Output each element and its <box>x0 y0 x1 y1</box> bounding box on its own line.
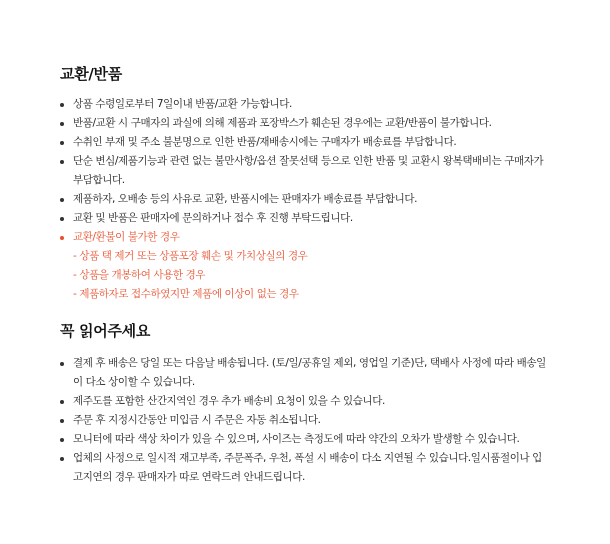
exchange-return-list <box>58 95 548 304</box>
bullet-dot-icon <box>60 438 64 442</box>
non-refundable-list <box>73 247 548 304</box>
bullet-dot-icon <box>60 236 64 240</box>
notice-title: 꼭 읽어주세요 <box>60 322 151 340</box>
non-refundable-item: - 상품을 개봉하여 사용한 경우 <box>73 269 206 281</box>
list-item <box>58 392 548 411</box>
bullet-dot-icon <box>60 198 64 202</box>
bullet-dot-icon <box>60 122 64 126</box>
bullet-dot-icon <box>60 419 64 423</box>
list-item <box>58 190 548 209</box>
list-item-text: 제주도를 포함한 산간지역인 경우 추가 배송비 요청이 있을 수 있습니다. <box>73 395 385 407</box>
non-refundable-item: - 상품 택 제거 또는 상품포장 훼손 및 가치상실의 경우 <box>73 250 308 262</box>
bullet-dot-icon <box>60 362 64 366</box>
list-item <box>58 152 548 190</box>
list-item <box>58 430 548 449</box>
list-item <box>58 354 548 392</box>
list-item <box>58 209 548 228</box>
bullet-dot-icon <box>60 400 64 404</box>
bullet-dot-icon <box>60 457 64 461</box>
list-item-text: 상품 수령일로부터 7일이내 반품/교환 가능합니다. <box>73 98 292 110</box>
non-refundable-item: - 제품하자로 접수하였지만 제품에 이상이 없는 경우 <box>73 288 299 300</box>
list-item-text: 단순 변심/제품기능과 관련 없는 불만사항/옵션 잘못선택 등으로 인한 반품 및 교환시 왕복택배비는 구매자가 부담합니다. <box>73 155 544 186</box>
list-item-text: 업체의 사정으로 일시적 재고부족, 주문폭주, 우천, 폭설 시 배송이 다소 지연될 수 있습니다.일시품절이나 입고지연의 경우 판매자가 따로 연락드려 안내드립니다. <box>73 452 542 483</box>
list-item <box>58 449 548 487</box>
notice-list <box>58 354 548 487</box>
non-refundable-label: 교환/환불이 불가한 경우 <box>73 231 180 243</box>
list-item <box>58 114 548 133</box>
bullet-dot-icon <box>60 217 64 221</box>
list-item-text: 모니터에 따라 색상 차이가 있을 수 있으며, 사이즈는 측정도에 따라 약간의 오차가 발생할 수 있습니다. <box>73 433 520 445</box>
list-item <box>58 411 548 430</box>
list-item-text: 결제 후 배송은 당일 또는 다음날 배송됩니다. (토/일/공휴일 제외, 영업일 기준)단, 택배사 사정에 따라 배송일이 다소 상이할 수 있습니다. <box>73 357 546 388</box>
list-item-text: 교환 및 반품은 판매자에 문의하거나 접수 후 진행 부탁드립니다. <box>73 212 353 224</box>
list-item-text: 주문 후 지정시간동안 미입금 시 주문은 자동 취소됩니다. <box>73 414 321 426</box>
list-item-text: 제품하자, 오배송 등의 사유로 교환, 반품시에는 판매자가 배송료를 부담합니다. <box>73 193 418 205</box>
list-item-text: 수취인 부재 및 주소 불분명으로 인한 반품/재배송시에는 구매자가 배송료를 부담합니다. <box>73 136 457 148</box>
bullet-dot-icon <box>60 103 64 107</box>
list-item <box>58 133 548 152</box>
bullet-dot-icon <box>60 141 64 145</box>
list-item-text: 반품/교환 시 구매자의 과실에 의해 제품과 포장박스가 훼손된 경우에는 교환/반품이 불가합니다. <box>73 117 492 129</box>
list-item <box>58 95 548 114</box>
bullet-dot-icon <box>60 160 64 164</box>
exchange-return-title: 교환/반품 <box>60 65 122 83</box>
non-refundable-cases <box>58 228 548 304</box>
